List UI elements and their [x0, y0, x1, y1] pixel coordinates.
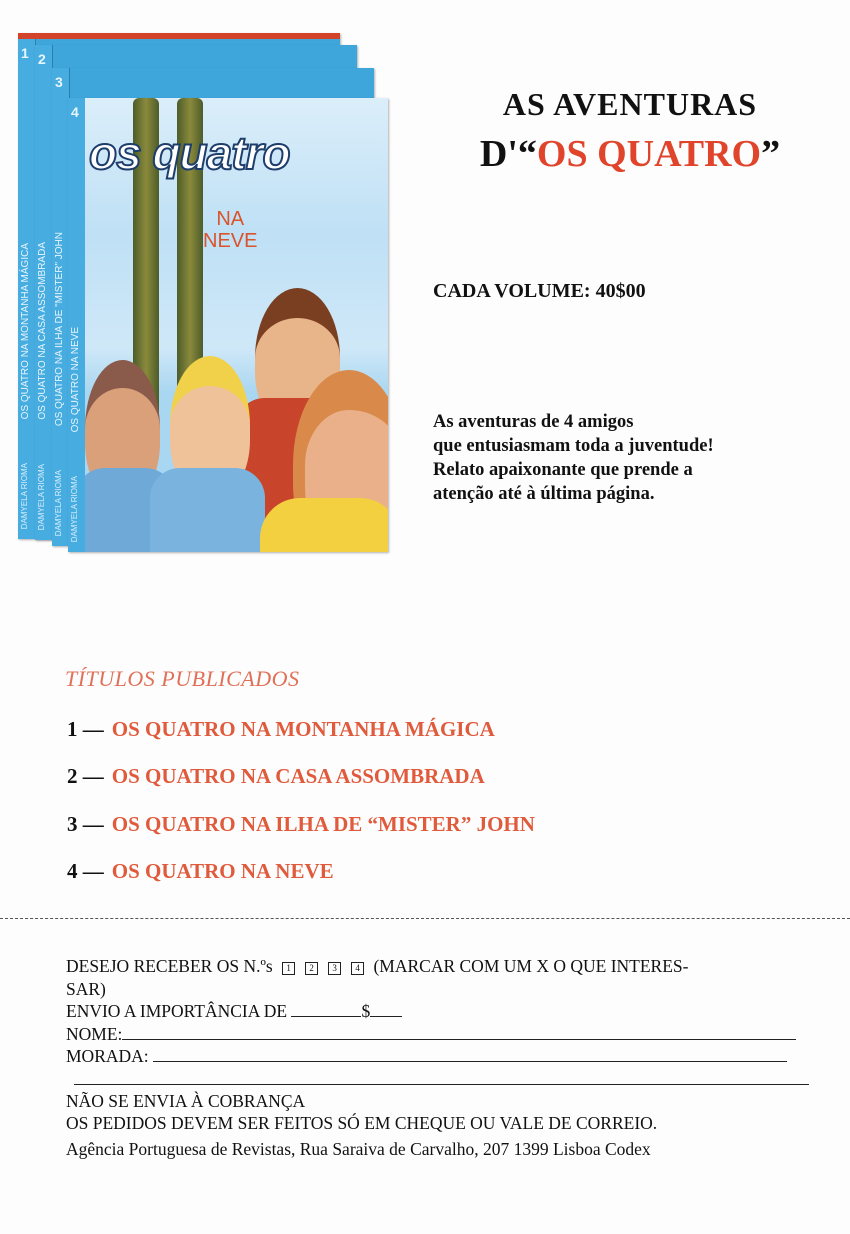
- title-number: 4 —: [67, 859, 104, 883]
- address-row-2: [66, 1068, 816, 1090]
- mark-hint: (MARCAR COM UM X O QUE INTERES-: [373, 956, 689, 976]
- title-text: OS QUATRO NA MONTANHA MÁGICA: [111, 717, 495, 741]
- spine-number: 4: [71, 104, 79, 120]
- address-label: MORADA:: [66, 1046, 149, 1066]
- title-number: 3 —: [67, 812, 104, 836]
- title-item: [67, 764, 485, 789]
- spine-title: OS QUATRO NA MONTANHA MÁGICA: [20, 242, 31, 419]
- spine-author: DAMYELA RIOMA: [37, 463, 46, 530]
- spine-title: OS QUATRO NA CASA ASSOMBRADA: [37, 242, 48, 420]
- blurb-line: As aventuras de 4 amigos: [433, 412, 634, 432]
- cover-subtitle-line: NA: [216, 208, 245, 230]
- spine-author: DAMYELA RIOMA: [70, 475, 79, 542]
- title-number: 1 —: [67, 717, 104, 741]
- address-row: [66, 1045, 816, 1068]
- form-wish-row: [66, 955, 816, 978]
- spine-author: DAMYELA RIOMA: [54, 469, 63, 536]
- title-text: OS QUATRO NA ILHA DE “MISTER” JOHN: [111, 812, 535, 836]
- cover-subtitle: [203, 208, 257, 252]
- yellow-shirt: [260, 498, 388, 552]
- price-label: CADA VOLUME: 40$00: [433, 280, 646, 302]
- headline-suffix: ”: [761, 133, 781, 175]
- blurb-line: atenção até à última página.: [433, 484, 655, 504]
- title-item: [67, 812, 535, 837]
- checkbox-3[interactable]: 3: [328, 962, 341, 975]
- amount-row: [66, 1000, 816, 1023]
- name-label: NOME:: [66, 1023, 123, 1044]
- order-form: [66, 955, 816, 1160]
- currency-sign: $: [361, 1001, 371, 1021]
- headline-line1: AS AVENTURAS: [502, 86, 758, 122]
- title-item: [67, 717, 495, 742]
- spine-author: DAMYELA RIOMA: [20, 462, 29, 529]
- spine-title: OS QUATRO NA NEVE: [70, 326, 81, 432]
- cents-field[interactable]: [370, 1002, 402, 1017]
- cover-illustration: [85, 98, 388, 552]
- spine-title: OS QUATRO NA ILHA DE "MISTER" JOHN: [54, 231, 65, 426]
- spine-number: 1: [21, 45, 29, 61]
- title-number: 2 —: [67, 764, 104, 788]
- name-row: [66, 1023, 816, 1046]
- payment-note: OS PEDIDOS DEVEM SER FEITOS SÓ EM CHEQUE OU VALE DE CORREIO.: [66, 1113, 658, 1133]
- no-cod-note: NÃO SE ENVIA À COBRANÇA: [66, 1090, 306, 1111]
- blurb-line: Relato apaixonante que prende a: [433, 460, 693, 480]
- book-4-cover: [68, 98, 388, 552]
- blurb-line: que entusiasmam toda a juventude!: [433, 436, 714, 456]
- publisher-address: Agência Portuguesa de Revistas, Rua Saraiva de Carvalho, 207 1399 Lisboa Codex: [66, 1138, 651, 1159]
- titles-heading: TÍTULOS PUBLICADOS: [65, 666, 300, 691]
- checked-shirt: [150, 468, 265, 552]
- title-text: OS QUATRO NA NEVE: [111, 859, 334, 883]
- address-field-2[interactable]: [74, 1070, 809, 1085]
- wish-label: DESEJO RECEBER OS N.ºs: [66, 956, 273, 976]
- amount-label: ENVIO A IMPORTÂNCIA DE: [66, 1001, 288, 1021]
- title-text: OS QUATRO NA CASA ASSOMBRADA: [111, 764, 485, 788]
- mark-hint-cont: SAR): [66, 978, 106, 999]
- amount-field[interactable]: [291, 1002, 361, 1017]
- blurb: [433, 410, 714, 506]
- name-field[interactable]: [122, 1025, 796, 1040]
- spine-number: 2: [38, 51, 46, 67]
- spine-number: 3: [55, 74, 63, 90]
- headline-brand: OS QUATRO: [536, 133, 762, 175]
- cut-line: [0, 918, 850, 919]
- book-spine: [68, 98, 86, 552]
- book-spine: [35, 45, 53, 540]
- headline-prefix: D'“: [479, 133, 537, 175]
- checkbox-1[interactable]: 1: [282, 962, 295, 975]
- checkbox-4[interactable]: 4: [351, 962, 364, 975]
- address-field[interactable]: [153, 1047, 787, 1062]
- headline-line2: [400, 132, 850, 176]
- cover-logo: os quatro: [89, 127, 290, 179]
- book-spine: [18, 39, 36, 539]
- checkbox-2[interactable]: 2: [305, 962, 318, 975]
- cover-subtitle-line: NEVE: [203, 230, 258, 252]
- title-item: [67, 859, 334, 884]
